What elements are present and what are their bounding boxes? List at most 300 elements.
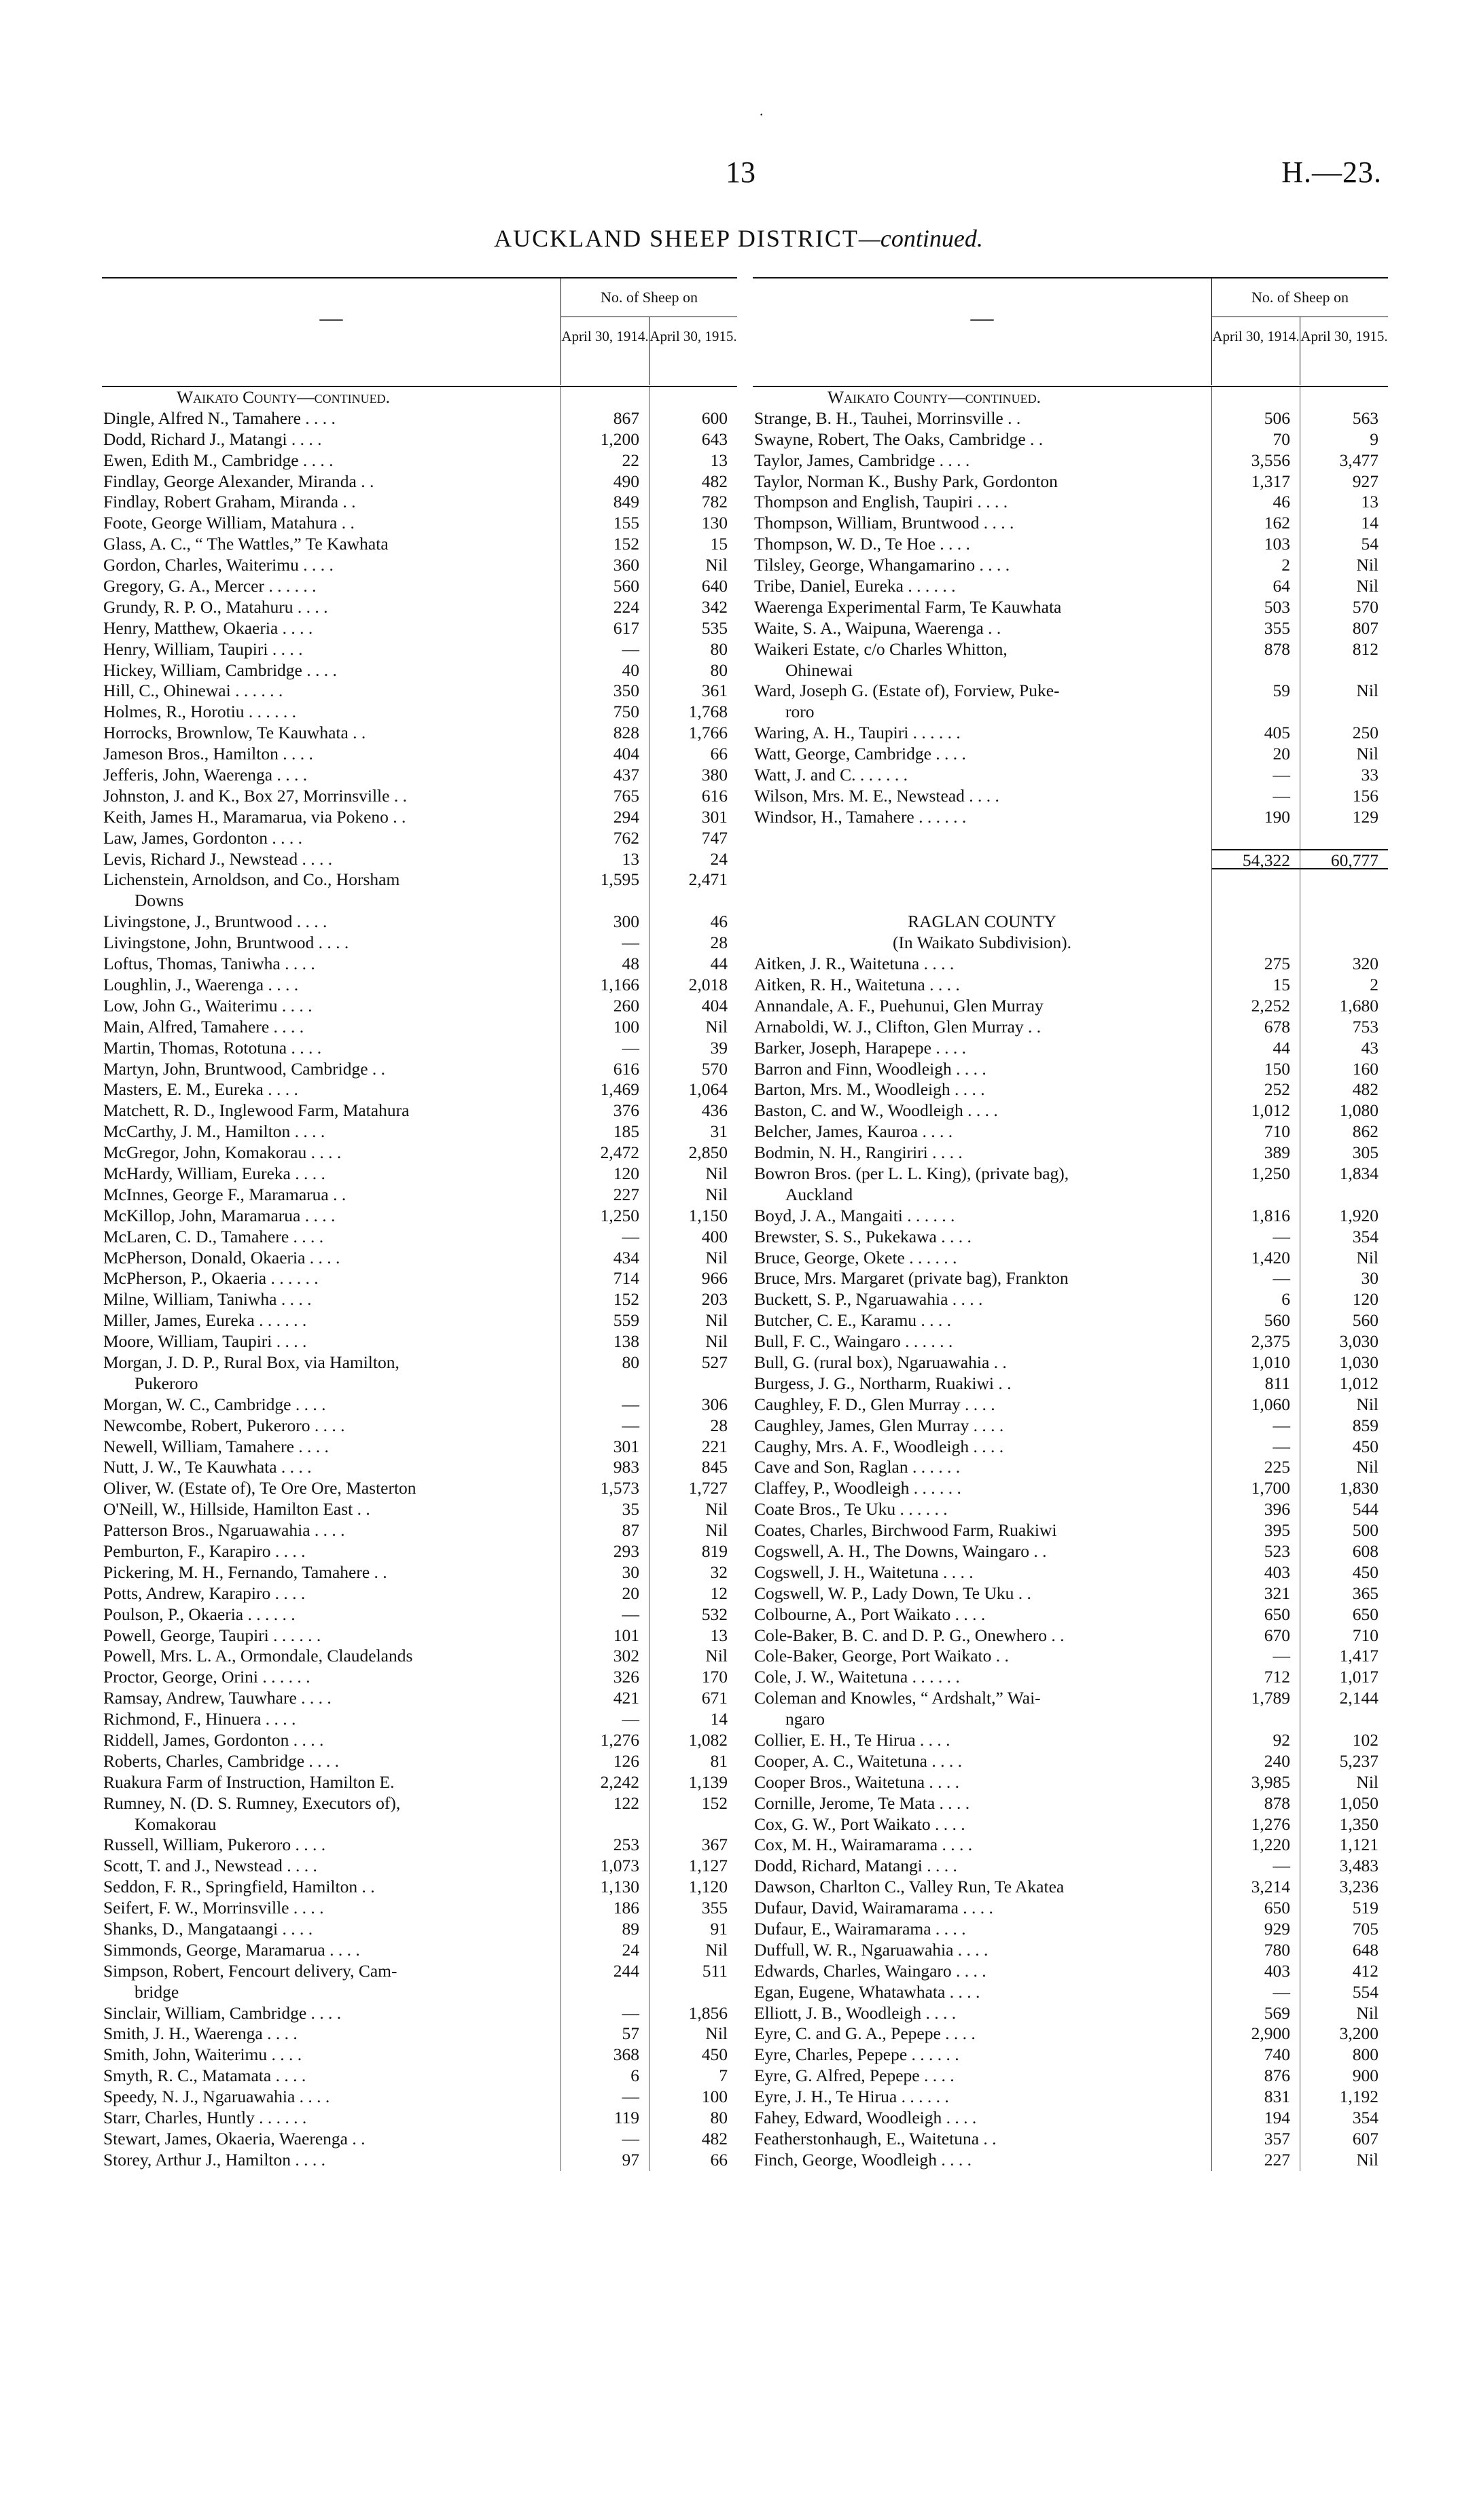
sheep-1915: 1,139 (649, 1772, 737, 1793)
owner-name: Cole-Baker, B. C. and D. P. G., Onewhero . . (754, 1625, 1065, 1645)
sheep-1915: 966 (649, 1268, 737, 1289)
sheep-1915 (1300, 828, 1388, 849)
sheep-1914: — (1211, 1437, 1300, 1458)
sheep-1914: 260 (560, 996, 649, 1017)
owner-name: Richmond, F., Hinuera . . . . (103, 1709, 296, 1729)
owner-name: Coate Bros., Te Uku . . . . . . (754, 1499, 948, 1519)
owner-name: Simmonds, George, Maramarua . . . . (103, 1939, 360, 1960)
owner-name: Ramsay, Andrew, Tauwhare . . . . (103, 1688, 332, 1708)
table-row (102, 1688, 737, 1709)
table-row (753, 2150, 1388, 2171)
sheep-1914: 1,700 (1211, 1478, 1300, 1499)
owner-name: Baston, C. and W., Woodleigh . . . . (754, 1100, 998, 1121)
owner-name: Watt, George, Cambridge . . . . (754, 744, 966, 764)
sheep-1915: 1,834 (1300, 1164, 1388, 1185)
table-row (102, 618, 737, 639)
sheep-1914 (560, 1814, 649, 1835)
sheep-1915: 102 (1300, 1730, 1388, 1751)
table-row (753, 681, 1388, 702)
table-row (102, 2150, 737, 2171)
sheep-1915: Nil (649, 2023, 737, 2045)
owner-name: Keith, James H., Maramarua, via Pokeno . . (103, 806, 406, 827)
owner-name: Wilson, Mrs. M. E., Newstead . . . . (754, 785, 999, 806)
sheep-1915 (1300, 890, 1388, 912)
sheep-1914: 762 (560, 828, 649, 849)
owner-name: Dodd, Richard, Matangi . . . . (754, 1856, 957, 1876)
sheep-1915: 450 (1300, 1562, 1388, 1583)
owner-name: Ruakura Farm of Instruction, Hamilton E. (103, 1771, 395, 1792)
owner-name: Duffull, W. R., Ngaruawahia . . . . (754, 1939, 989, 1960)
sheep-1915: 482 (649, 2129, 737, 2150)
sheep-1914: 523 (1211, 1541, 1300, 1562)
table-row (102, 933, 737, 954)
sheep-1915: 570 (649, 1059, 737, 1080)
sheep-1914: 294 (560, 807, 649, 828)
table-row (753, 1772, 1388, 1793)
sheep-1915: 1,856 (649, 2003, 737, 2024)
sheep-1915: 32 (649, 1562, 737, 1583)
sheep-1914: 300 (560, 912, 649, 933)
sheep-1915: 28 (649, 1416, 737, 1437)
table-row (102, 1709, 737, 1730)
sheep-1914: 87 (560, 1520, 649, 1541)
owner-name: Bruce, George, Okete . . . . . . (754, 1247, 957, 1267)
sheep-1914: 490 (560, 471, 649, 492)
sheep-1914: 750 (560, 702, 649, 723)
table-row (753, 1604, 1388, 1625)
sheep-1914: 670 (1211, 1625, 1300, 1646)
owner-name: Pickering, M. H., Fernando, Tamahere . . (103, 1562, 387, 1582)
county-heading (753, 912, 1388, 933)
sheep-1914: 712 (1211, 1667, 1300, 1688)
sheep-1914: 1,012 (1211, 1100, 1300, 1121)
owner-name: Moore, William, Taupiri . . . . (103, 1331, 307, 1352)
sheep-1914: 101 (560, 1625, 649, 1646)
sheep-1914 (560, 890, 649, 912)
owner-name: Dufaur, David, Wairamarama . . . . (754, 1898, 993, 1918)
table-row (102, 429, 737, 450)
sheep-1914: 119 (560, 2108, 649, 2129)
sheep-1915: 7 (649, 2066, 737, 2087)
table-row (753, 890, 1388, 912)
table-row (102, 1982, 737, 2003)
sheep-1915: 5,237 (1300, 1751, 1388, 1772)
owner-name: Cornille, Jerome, Te Mata . . . . (754, 1793, 970, 1813)
sheep-1914: 1,166 (560, 975, 649, 996)
sheep-1914: 194 (1211, 2108, 1300, 2129)
right-column-table (753, 277, 1388, 2171)
sheep-1914: 740 (1211, 2045, 1300, 2066)
sheep-1914: 617 (560, 618, 649, 639)
table-row (753, 1625, 1388, 1646)
sheep-1914: 1,276 (560, 1730, 649, 1751)
sheep-1914: 225 (1211, 1457, 1300, 1478)
sheep-1915: 221 (649, 1437, 737, 1458)
sheep-1914: 396 (1211, 1499, 1300, 1520)
sheep-1915: 450 (1300, 1437, 1388, 1458)
sheep-1914: 70 (1211, 429, 1300, 450)
sheep-1915: 30 (1300, 1268, 1388, 1289)
owner-name: Seifert, F. W., Morrinsville . . . . (103, 1898, 324, 1918)
table-row (753, 1646, 1388, 1667)
owner-name: Tilsley, George, Whangamarino . . . . (754, 555, 1010, 575)
sheep-1915 (1300, 702, 1388, 723)
owner-name: Proctor, George, Orini . . . . . . (103, 1667, 310, 1687)
table-row (102, 597, 737, 618)
owner-name: Cogswell, W. P., Lady Down, Te Uku . . (754, 1583, 1031, 1603)
table-row (753, 1541, 1388, 1562)
table-row (753, 492, 1388, 513)
sheep-1915: 1,417 (1300, 1646, 1388, 1667)
table-row (753, 1940, 1388, 1961)
sheep-1915: Nil (649, 1164, 737, 1185)
sheep-1915: 13 (649, 450, 737, 471)
owner-name: Dingle, Alfred N., Tamahere . . . . (103, 408, 336, 428)
owner-name: Cox, M. H., Wairamarama . . . . (754, 1835, 973, 1855)
col-1914-header: April 30, 1914. (560, 317, 649, 385)
sheep-1915: 66 (649, 2150, 737, 2171)
sheep-1914: 421 (560, 1688, 649, 1709)
sheep-1914: 849 (560, 492, 649, 513)
sheep-1915 (1300, 1185, 1388, 1206)
table-row (102, 1059, 737, 1080)
table-row (753, 1373, 1388, 1394)
owner-name: Poulson, P., Okaeria . . . . . . (103, 1604, 296, 1624)
sheep-1915 (649, 1373, 737, 1394)
table-row (102, 869, 737, 890)
owner-name: ngaro (785, 1709, 825, 1729)
sheep-1915: 13 (1300, 492, 1388, 513)
owner-name: Nutt, J. W., Te Kauwhata . . . . (103, 1457, 312, 1477)
sheep-1915: 13 (649, 1625, 737, 1646)
owner-name: Taylor, James, Cambridge . . . . (754, 450, 970, 470)
owner-name: Johnston, J. and K., Box 27, Morrinsville . . (103, 785, 407, 806)
owner-name: Eyre, G. Alfred, Pepepe . . . . (754, 2066, 955, 2086)
sheep-1915: 1,030 (1300, 1352, 1388, 1373)
sheep-1914: 867 (560, 408, 649, 429)
sheep-1915: 44 (649, 954, 737, 975)
owner-name: Potts, Andrew, Karapiro . . . . (103, 1583, 306, 1603)
page-number: 13 (726, 156, 755, 189)
owner-name: Cooper, A. C., Waitetuna . . . . (754, 1750, 962, 1771)
sheep-1914: 20 (1211, 744, 1300, 765)
table-row (102, 1142, 737, 1164)
owner-name: roro (785, 702, 815, 722)
sheep-1914: 765 (560, 786, 649, 807)
table-row (753, 1751, 1388, 1772)
sheep-1914: 1,250 (560, 1206, 649, 1227)
table-row (753, 807, 1388, 828)
sheep-1914: — (1211, 1646, 1300, 1667)
owner-name (753, 828, 1211, 849)
table-row (102, 996, 737, 1017)
sheep-1915: 1,120 (649, 1877, 737, 1898)
table-row (753, 1898, 1388, 1919)
sheep-1915: 2,144 (1300, 1688, 1388, 1709)
sheep-1915: 608 (1300, 1541, 1388, 1562)
table-row (753, 1059, 1388, 1080)
table-row (102, 975, 737, 996)
sheep-1915: 80 (649, 2108, 737, 2129)
sheep-1914: — (560, 2129, 649, 2150)
owner-name: McPherson, Donald, Okaeria . . . . (103, 1247, 340, 1267)
sheep-1914: 275 (1211, 954, 1300, 975)
table-row (753, 1709, 1388, 1730)
sheep-1914: 811 (1211, 1373, 1300, 1394)
owner-name: Lichenstein, Arnoldson, and Co., Horsham (103, 869, 400, 890)
owner-name: Elliott, J. B., Woodleigh . . . . (754, 2002, 957, 2023)
sheep-1915: 648 (1300, 1940, 1388, 1961)
owner-name: Downs (135, 890, 184, 911)
sheep-1915: 782 (649, 492, 737, 513)
table-row (753, 429, 1388, 450)
sheep-1915: 482 (1300, 1079, 1388, 1100)
sheep-1915: Nil (649, 1185, 737, 1206)
section-heading (753, 387, 1388, 408)
sheep-1915: 412 (1300, 1961, 1388, 1982)
sheep-1915: Nil (649, 1248, 737, 1269)
table-row (753, 1142, 1388, 1164)
sheep-1915: 404 (649, 996, 737, 1017)
owner-name: Cooper Bros., Waitetuna . . . . (754, 1771, 960, 1792)
sheep-count-header (560, 278, 737, 386)
sheep-1914: 560 (1211, 1310, 1300, 1331)
sheep-1914: 1,276 (1211, 1814, 1300, 1835)
sheep-1914: 2,242 (560, 1772, 649, 1793)
owner-name: Shanks, D., Mangataangi . . . . (103, 1919, 313, 1939)
sheep-1914: — (560, 639, 649, 660)
sheep-1914: 360 (560, 555, 649, 576)
right-table-header (753, 277, 1388, 387)
owner-name: Waikato County—continued. (177, 387, 390, 407)
table-row (753, 1961, 1388, 1982)
sheep-1914 (1211, 387, 1300, 408)
table-row (102, 534, 737, 555)
owner-name: Ewen, Edith M., Cambridge . . . . (103, 450, 334, 470)
table-row (102, 1793, 737, 1814)
sheep-1914: 1,420 (1211, 1248, 1300, 1269)
owner-name: Foote, George William, Matahura . . (103, 513, 355, 533)
sheep-1915: 1,080 (1300, 1100, 1388, 1121)
sheep-1915: 66 (649, 744, 737, 765)
sheep-1914: 162 (1211, 513, 1300, 534)
table-row (102, 1394, 737, 1416)
sheep-1915: Nil (649, 1499, 737, 1520)
sheep-1915: 436 (649, 1100, 737, 1121)
owner-name: Dodd, Richard J., Matangi . . . . (103, 429, 322, 449)
left-table-body (102, 387, 737, 2171)
sheep-1915: 753 (1300, 1017, 1388, 1038)
owner-name: Collier, E. H., Te Hirua . . . . (754, 1730, 950, 1750)
sheep-1915: 365 (1300, 1583, 1388, 1604)
sheep-1915: 354 (1300, 1227, 1388, 1248)
sheep-1914: — (1211, 1416, 1300, 1437)
sheep-1914: 13 (560, 849, 649, 870)
sheep-1914: 569 (1211, 2003, 1300, 2024)
owner-name: Seddon, F. R., Springfield, Hamilton . . (103, 1877, 375, 1897)
sheep-1915: Nil (1300, 681, 1388, 702)
sheep-1914: 1,130 (560, 1877, 649, 1898)
sheep-1914: — (1211, 1227, 1300, 1248)
sheep-1915: 705 (1300, 1919, 1388, 1940)
table-row (753, 1437, 1388, 1458)
table-row (753, 1164, 1388, 1185)
table-row (102, 1416, 737, 1437)
table-row (753, 471, 1388, 492)
table-row (753, 1667, 1388, 1688)
sheep-1914: 878 (1211, 639, 1300, 660)
sheep-1914: 828 (560, 723, 649, 744)
owner-name: Dawson, Charlton C., Valley Run, Te Akatea (754, 1877, 1065, 1897)
sheep-1915: 927 (1300, 471, 1388, 492)
sheep-1915: 81 (649, 1751, 737, 1772)
owner-name: Livingstone, John, Bruntwood . . . . (103, 933, 349, 953)
table-row (753, 618, 1388, 639)
col-1915-header: April 30, 1915. (1300, 317, 1388, 385)
table-row (102, 849, 737, 870)
sheep-group-label: No. of Sheep on (560, 278, 737, 317)
owner-name (753, 869, 1211, 890)
sheep-1915: 250 (1300, 723, 1388, 744)
table-row (102, 1331, 737, 1352)
sheep-1915: 91 (649, 1919, 737, 1940)
table-row (753, 1583, 1388, 1604)
sheep-1915: 2,018 (649, 975, 737, 996)
sheep-1915: Nil (649, 1940, 737, 1961)
sheep-1914: 326 (560, 1667, 649, 1688)
sheep-1915: 1,150 (649, 1206, 737, 1227)
table-row (102, 1437, 737, 1458)
section-heading (102, 387, 737, 408)
table-row (102, 1164, 737, 1185)
sheep-1914: 678 (1211, 1017, 1300, 1038)
table-row (102, 1604, 737, 1625)
sheep-1915: 2,850 (649, 1142, 737, 1164)
owner-name: Newcombe, Robert, Pukeroro . . . . (103, 1415, 345, 1435)
owner-name: Cogswell, J. H., Waitetuna . . . . (754, 1562, 974, 1582)
sheep-1914: 293 (560, 1541, 649, 1562)
table-row (102, 2108, 737, 2129)
table-row (102, 1373, 737, 1394)
table-row (102, 807, 737, 828)
sheep-1914: 1,200 (560, 429, 649, 450)
table-row (102, 765, 737, 786)
sheep-1915 (649, 1982, 737, 2003)
left-column-table (102, 277, 737, 2171)
sheep-1915: 859 (1300, 1416, 1388, 1437)
sheep-1915: 100 (649, 2087, 737, 2108)
sheep-1915: Nil (1300, 744, 1388, 765)
sheep-1914: 253 (560, 1835, 649, 1856)
sheep-1915: 380 (649, 765, 737, 786)
sheep-1915: 1,050 (1300, 1793, 1388, 1814)
owner-name: Hickey, William, Cambridge . . . . (103, 660, 337, 680)
sheep-1914: 878 (1211, 1793, 1300, 1814)
table-row (753, 1499, 1388, 1520)
sheep-1914: 152 (560, 1289, 649, 1310)
sheep-1914: 185 (560, 1121, 649, 1142)
sheep-1915: 367 (649, 1835, 737, 1856)
owner-name: Oliver, W. (Estate of), Te Ore Ore, Masterton (103, 1478, 416, 1498)
sheep-1915: 9 (1300, 429, 1388, 450)
sheep-1914: 376 (560, 1100, 649, 1121)
owner-name: Thompson, W. D., Te Hoe . . . . (754, 534, 970, 554)
owner-name: Morgan, J. D. P., Rural Box, via Hamilton, (103, 1352, 399, 1372)
table-row (102, 471, 737, 492)
sheep-1914: 1,220 (1211, 1835, 1300, 1856)
table-row (102, 1100, 737, 1121)
sheep-1914: 120 (560, 1164, 649, 1185)
owner-name: Waikato County—continued. (828, 387, 1041, 407)
table-row (102, 1583, 737, 1604)
owner-name: Masters, E. M., Eureka . . . . (103, 1079, 298, 1100)
sheep-1915: 342 (649, 597, 737, 618)
owner-name: Claffey, P., Woodleigh . . . . . . (754, 1478, 961, 1498)
owner-name: Henry, Matthew, Okaeria . . . . (103, 617, 313, 638)
sheep-1914: 395 (1211, 1520, 1300, 1541)
sheep-1915: 80 (649, 639, 737, 660)
owner-name: Thompson, William, Bruntwood . . . . (754, 513, 1014, 533)
col-1914-header: April 30, 1914. (1211, 317, 1300, 385)
sheep-1915: 643 (649, 429, 737, 450)
sheep-1914: 186 (560, 1898, 649, 1919)
table-row (102, 1730, 737, 1751)
table-row (102, 1121, 737, 1142)
owner-name: McCarthy, J. M., Hamilton . . . . (103, 1121, 325, 1142)
table-row (753, 1310, 1388, 1331)
owner-name: Waikeri Estate, c/o Charles Whitton, (754, 638, 1008, 659)
owner-name: Cole, J. W., Waitetuna . . . . . . (754, 1667, 960, 1687)
sheep-1915: 527 (649, 1352, 737, 1373)
owner-name: Strange, B. H., Tauhei, Morrinsville . . (754, 408, 1021, 428)
sheep-1915: Nil (649, 1310, 737, 1331)
sheep-1914: — (1211, 1982, 1300, 2003)
table-row (102, 1835, 737, 1856)
table-row (102, 1478, 737, 1499)
sheep-1915 (649, 1814, 737, 1835)
table-row (102, 723, 737, 744)
sheep-1915: 3,236 (1300, 1877, 1388, 1898)
owner-name: Gordon, Charles, Waiterimu . . . . (103, 555, 334, 575)
owner-name: Main, Alfred, Tamahere . . . . (103, 1016, 304, 1037)
owner-name: Caughley, F. D., Glen Murray . . . . (754, 1394, 995, 1414)
sheep-1915: 600 (649, 408, 737, 429)
owner-name: Caughy, Mrs. A. F., Woodleigh . . . . (754, 1436, 1004, 1456)
sheep-1915: 43 (1300, 1038, 1388, 1059)
table-row (753, 2023, 1388, 2045)
sheep-1914: 1,250 (1211, 1164, 1300, 1185)
sheep-1914: 155 (560, 513, 649, 534)
table-row (102, 912, 737, 933)
sheep-1915: 819 (649, 1541, 737, 1562)
owner-name: Jefferis, John, Waerenga . . . . (103, 765, 308, 785)
sheep-1915: 640 (649, 576, 737, 597)
table-row (753, 1457, 1388, 1478)
owner-name: McGregor, John, Komakorau . . . . (103, 1142, 342, 1163)
table-row (753, 2087, 1388, 2108)
owner-name: Edwards, Charles, Waingaro . . . . (754, 1960, 986, 1981)
sheep-1914 (560, 1982, 649, 2003)
owner-name: Barker, Joseph, Harapepe . . . . (754, 1037, 966, 1058)
table-row (102, 576, 737, 597)
owner-name: Glass, A. C., “ The Wattles,” Te Kawhata (103, 534, 389, 554)
owner-name: RAGLAN COUNTY (908, 912, 1056, 932)
sheep-1914: 152 (560, 534, 649, 555)
sheep-1914: 35 (560, 1499, 649, 1520)
table-row (102, 1961, 737, 1982)
sheep-1915: 1,727 (649, 1478, 737, 1499)
owner-name (753, 849, 1211, 870)
